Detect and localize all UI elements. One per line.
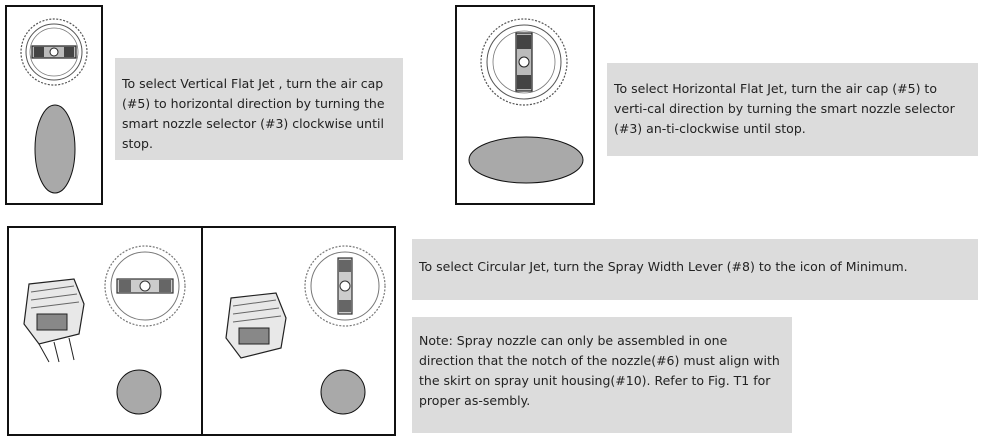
circular-spray-pattern	[319, 368, 367, 416]
nozzle-dial-horizontal-icon	[103, 244, 187, 328]
horizontal-jet-figure	[455, 5, 595, 205]
assembly-note	[412, 317, 792, 433]
horizontal-jet-text: To select Horizontal Flat Jet, turn the air cap (#5) to verti-cal direction by turning the smart nozzle selector (#3) an-ti-clockwise until stop.	[614, 81, 955, 136]
nozzle-dial-horizontal-icon	[19, 17, 89, 87]
circular-jet-figure-left	[7, 226, 203, 436]
nozzle-dial-vertical-icon	[303, 244, 387, 328]
vertical-spray-pattern	[33, 103, 77, 195]
assembly-note-text: Note: Spray nozzle can only be assembled in one direction that the notch of the nozzle(#6) must align with the skirt on spray unit housing(#10). Refer to Fig. T1 for proper as-sembly.	[419, 333, 780, 408]
circular-jet-figure-right	[201, 226, 396, 436]
circular-spray-pattern	[115, 368, 163, 416]
circular-jet-instruction	[412, 239, 978, 300]
horizontal-spray-pattern	[467, 135, 585, 185]
circular-jet-text: To select Circular Jet, turn the Spray Width Lever (#8) to the icon of Minimum.	[419, 259, 908, 274]
spray-gun-nozzle-icon	[19, 274, 89, 364]
vertical-jet-text: To select Vertical Flat Jet , turn the air cap (#5) to horizontal direction by turning the smart nozzle selector (#3) clockwise until stop.	[122, 76, 385, 151]
vertical-jet-instruction	[115, 58, 403, 160]
spray-gun-nozzle-icon	[221, 288, 291, 378]
nozzle-dial-vertical-icon	[479, 17, 569, 107]
vertical-jet-figure	[5, 5, 103, 205]
horizontal-jet-instruction	[607, 63, 978, 156]
